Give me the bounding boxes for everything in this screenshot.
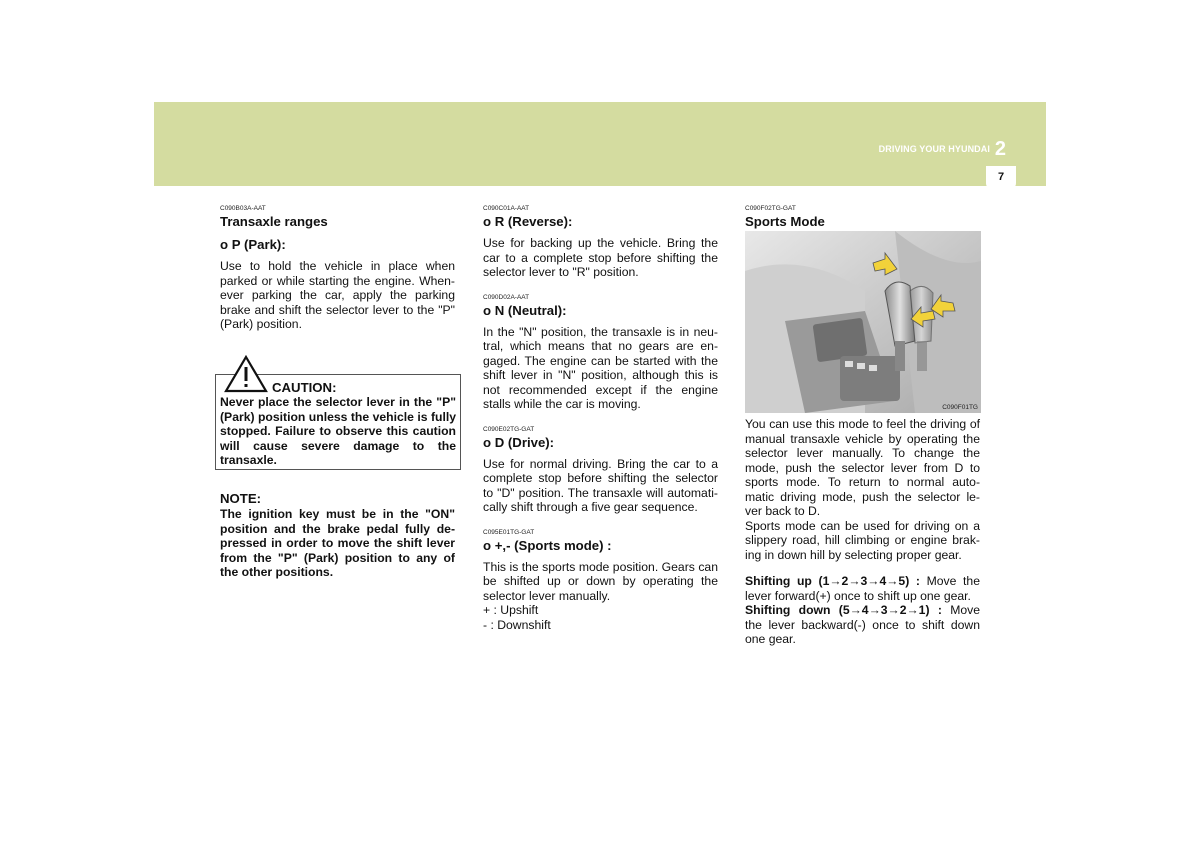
sports-mode-text — [745, 417, 980, 647]
section-title: Sports Mode — [745, 214, 825, 229]
note-label: NOTE: — [220, 491, 262, 506]
caution-label: CAUTION: — [272, 380, 337, 395]
reverse-code: C090C01A-AAT — [483, 205, 530, 212]
drive-heading: o D (Drive): — [483, 434, 555, 450]
park-heading: o P (Park): — [220, 237, 286, 252]
note-text: The ignition key must be in the "ON" position and the brake pedal fully de-pressed in order to move the shift lever from the "P" (Park) position to any of the other positions. — [220, 507, 455, 579]
sports-code: C095E01TG-GAT — [483, 528, 535, 536]
column-gear-positions — [483, 205, 718, 632]
page-number: 7 — [997, 171, 1005, 183]
shift-lever-illustration — [745, 231, 981, 413]
note-block — [220, 491, 455, 580]
column-transaxle-ranges — [220, 205, 455, 332]
reverse-heading: o R (Reverse): — [483, 214, 573, 229]
downshift-item: - : Downshift — [483, 617, 551, 632]
shift-up-label: Shifting up (1→2→3→4→5) : — [745, 574, 920, 588]
upshift-item: + : Upshift — [483, 603, 539, 617]
shift-down-item — [745, 603, 980, 647]
warning-triangle-icon — [224, 355, 268, 393]
drive-text: Use for normal driving. Bring the car to a complete stop before shifting the selector to "D" position. The transaxle will automati-cally shift through a five gear sequence. — [483, 456, 718, 514]
neutral-code: C090D02A-AAT — [483, 293, 530, 301]
section-title: Transaxle ranges — [220, 214, 328, 229]
neutral-text: In the "N" position, the transaxle is in neu-tral, which means that no gears are en-gaged. The engine can be started with the shift lever in "N" position, although this is not recommended except if the engine stalls while the car is moving. — [483, 324, 718, 411]
sports-text: This is the sports mode position. Gears can be shifted up or down by operating the selector lever manually. — [483, 559, 718, 603]
section-code: C090F02TG-GAT — [745, 205, 796, 212]
header-band — [154, 102, 1046, 186]
sports-para-1: You can use this mode to feel the driving of manual transaxle vehicle by operating the selector lever manually. To change the mode, push the selector lever from D to sports mode. To return to normal auto-matic driving mode, push the selector le-ver back to D. — [745, 417, 980, 518]
chapter-title: DRIVING YOUR HYUNDAI — [878, 144, 990, 154]
column-sports-mode — [745, 205, 980, 230]
sports-heading: o +,- (Sports mode) : — [483, 537, 612, 553]
section-code: C090B03A-AAT — [220, 205, 266, 212]
shift-up-item — [745, 574, 980, 603]
drive-code: C090E02TG-GAT — [483, 425, 535, 433]
image-code: C090F01TG — [942, 404, 978, 411]
shift-down-label: Shifting down (5→4→3→2→1) : — [745, 603, 942, 617]
caution-text: Never place the selector lever in the "P" (Park) position unless the vehicle is fully stopped. Failure to observe this caution will cause severe damage to the transaxle. — [220, 395, 456, 467]
shift-up-text: Move the lever forward(+) once to shift up one gear. — [745, 574, 980, 603]
park-text: Use to hold the vehicle in place when parked or while starting the engine. When-ever parking the car, apply the parking brake and shift the selector lever to the "P" (Park) position. — [220, 259, 455, 331]
reverse-text: Use for backing up the vehicle. Bring the car to a complete stop before shifting the selector lever to "R" position. — [483, 236, 718, 279]
chapter-number: 2 — [994, 138, 1006, 160]
sports-para-2: Sports mode can be used for driving on a slippery road, hill climbing or engine brak-ing in down hill by selecting proper gear. — [745, 518, 980, 562]
caution-box — [215, 374, 461, 470]
gear-shift-photo — [745, 231, 981, 413]
shift-down-text: Move the lever backward(-) once to shift down one gear. — [745, 603, 980, 646]
neutral-heading: o N (Neutral): — [483, 302, 567, 318]
